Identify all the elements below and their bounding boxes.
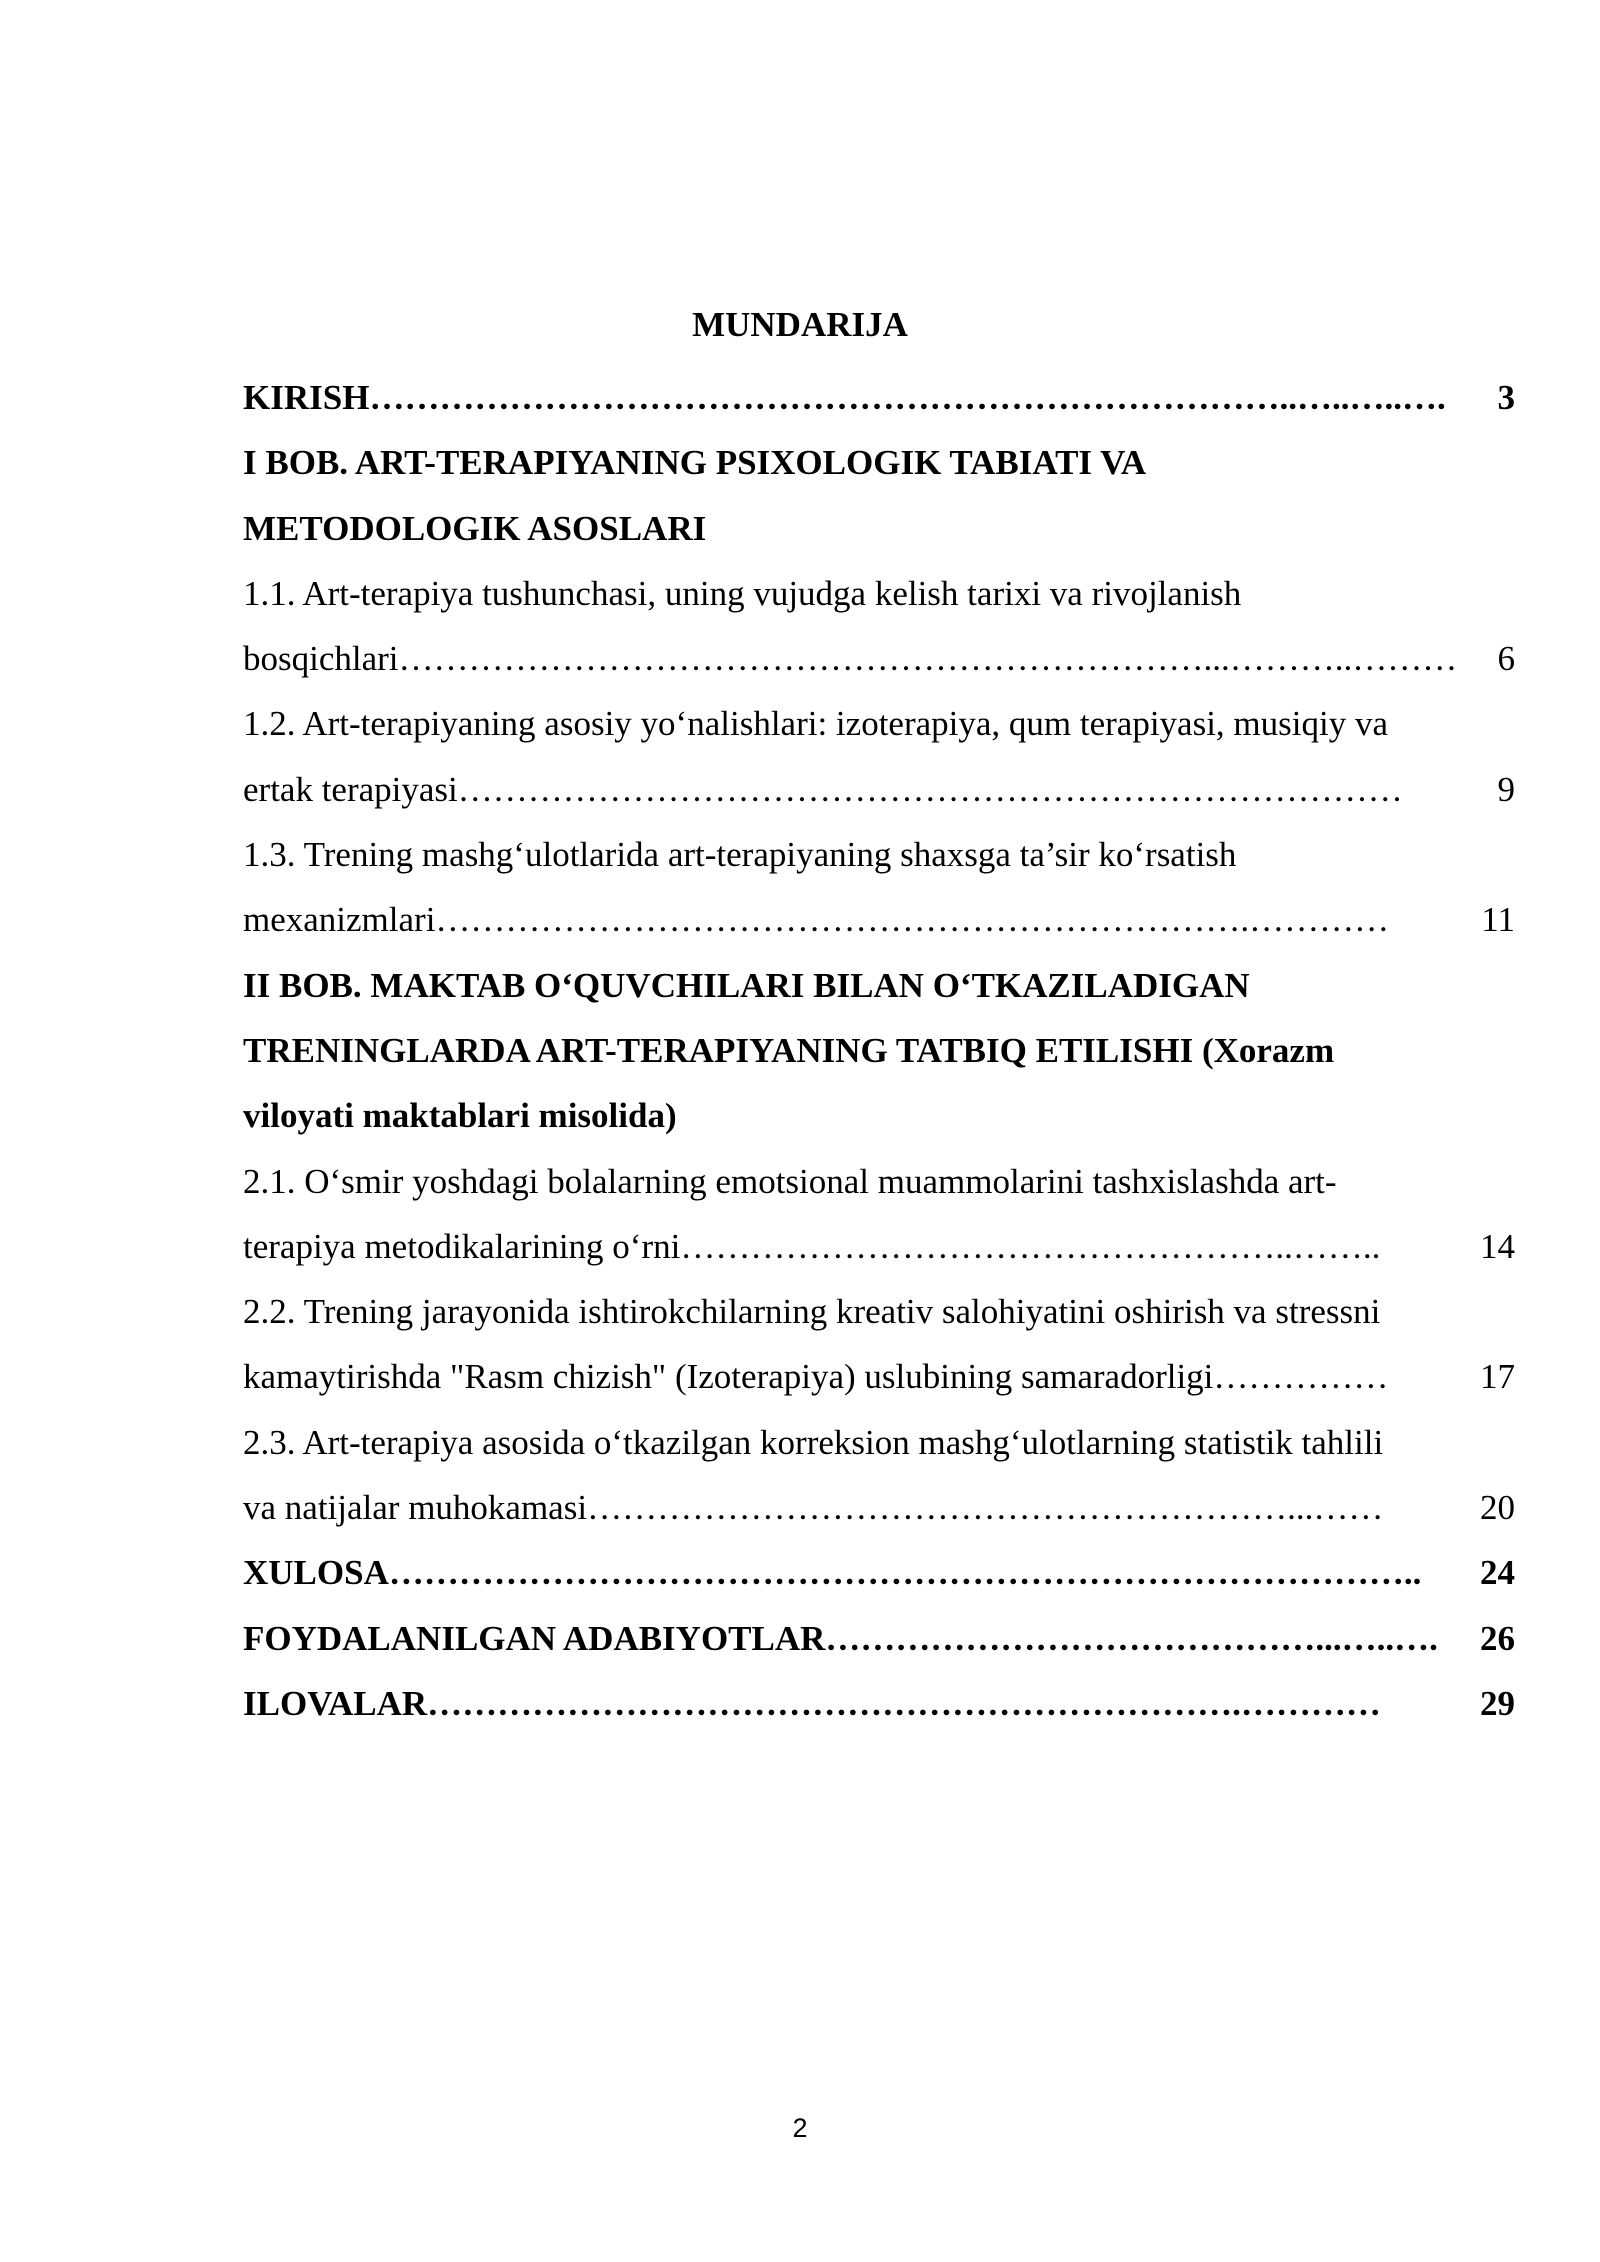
toc-page-number: 9	[1497, 769, 1515, 809]
toc-dot-leader: ……………………………………...…..….	[825, 1618, 1438, 1658]
page-title: MUNDARIJA	[692, 305, 908, 344]
toc-page-number: 14	[1480, 1226, 1515, 1266]
toc-entry-row	[243, 887, 1515, 952]
page-number: 2	[792, 2113, 808, 2143]
toc-entry-row	[243, 1475, 1515, 1540]
toc-page-number: 3	[1497, 378, 1515, 417]
toc-entry-title: KIRISH	[243, 378, 370, 417]
toc-entry-title: kamaytirishda "Rasm chizish" (Izoterapiya) uslubining samaradorligi	[243, 1357, 1214, 1397]
toc-entry[interactable]	[243, 691, 1515, 822]
toc-dot-leader: …………………………………………………………….…………	[427, 1683, 1381, 1723]
toc-dot-leader: ……………………………………………………………...………..………	[398, 639, 1458, 679]
toc-dot-leader: ………………………………………………………………………	[457, 769, 1403, 809]
toc-entry-title: FOYDALANILGAN ADABIYOTLAR	[243, 1618, 826, 1658]
toc-entry-line: TRENINGLARDA ART-TERAPIYANING TATBIQ ETILISHI (Xorazm	[243, 1030, 1335, 1070]
toc-entry[interactable]	[243, 1540, 1515, 1605]
toc-entry-line: II BOB. MAKTAB O‘QUVCHILARI BILAN O‘TKAZILADIGAN	[243, 965, 1250, 1005]
toc-entry-row	[243, 365, 1515, 430]
toc-entry[interactable]	[243, 953, 1515, 1149]
toc-entry-line: 2.3. Art-terapiya asosida o‘tkazilgan korreksion mashg‘ulotlarning statistik tahlili	[243, 1422, 1384, 1462]
toc-entry-line: I BOB. ART-TERAPIYANING PSIXOLOGIK TABIATI VA	[243, 443, 1147, 483]
toc-page-number: 24	[1480, 1553, 1515, 1593]
toc-entry-line: 1.3. Trening mashg‘ulotlarida art-terapiyaning shaxsga ta’sir ko‘rsatish	[243, 835, 1237, 875]
toc-entry[interactable]	[243, 822, 1515, 953]
toc-entry-row	[243, 1671, 1515, 1736]
toc-entry-line: viloyati maktablari misolida)	[243, 1096, 677, 1136]
toc-entry-line: 2.1. O‘smir yoshdagi bolalarning emotsional muammolarini tashxislashda art-	[243, 1161, 1337, 1201]
toc-entry-row	[243, 626, 1515, 691]
toc-entry-title: va natijalar muhokamasi	[243, 1488, 588, 1528]
toc-entry[interactable]	[243, 430, 1515, 561]
toc-entry[interactable]	[243, 1671, 1515, 1736]
toc-page-number: 6	[1497, 639, 1515, 679]
toc-entry[interactable]	[243, 1149, 1515, 1280]
table-of-contents	[243, 365, 1515, 1736]
toc-entry-line: 1.1. Art-terapiya tushunchasi, uning vujudga kelish tarixi va rivojlanish	[243, 573, 1242, 613]
toc-dot-leader: …………………………………………………………….…………	[435, 900, 1390, 940]
toc-dot-leader: ……………………………………………………...……	[587, 1488, 1384, 1528]
toc-entry-title: ertak terapiyasi	[243, 769, 458, 809]
toc-dot-leader: ……………………………………………..……..	[680, 1226, 1381, 1266]
toc-entry[interactable]	[243, 561, 1515, 692]
toc-entry[interactable]	[243, 1606, 1515, 1671]
toc-entry-line: 2.2. Trening jarayonida ishtirokchilarning kreativ salohiyatini oshirish va stressni	[243, 1292, 1381, 1332]
toc-entry-line: 1.2. Art-terapiyaning asosiy yo‘nalishlari: izoterapiya, qum terapiyasi, musiqiy va	[243, 704, 1389, 744]
toc-entry-row	[243, 1344, 1515, 1409]
toc-entry-title: XULOSA	[243, 1553, 389, 1593]
toc-entry-title: bosqichlari	[243, 639, 399, 679]
toc-page-number: 20	[1480, 1488, 1515, 1528]
toc-entry[interactable]	[243, 1279, 1515, 1410]
toc-entry-row	[243, 1606, 1515, 1671]
toc-entry-line: METODOLOGIK ASOSLARI	[243, 508, 707, 548]
toc-dot-leader: ……………………………………………………………………………..	[388, 1553, 1422, 1593]
toc-entry[interactable]	[243, 1410, 1515, 1541]
toc-entry-row	[243, 1214, 1515, 1279]
toc-page-number: 29	[1480, 1683, 1515, 1723]
toc-entry-row	[243, 1540, 1515, 1605]
toc-dot-leader: ……………………………………………………………………..…..…..….	[369, 378, 1446, 417]
toc-entry-title: ILOVALAR	[243, 1683, 428, 1723]
toc-dot-leader: ……………	[1213, 1357, 1389, 1397]
toc-entry-row	[243, 757, 1515, 822]
toc-entry-title: mexanizmlari	[243, 900, 436, 940]
toc-page-number: 26	[1480, 1618, 1515, 1658]
toc-page-number: 11	[1481, 900, 1515, 940]
toc-entry-title: terapiya metodikalarining o‘rni	[243, 1226, 681, 1266]
toc-page-number: 17	[1480, 1357, 1515, 1397]
toc-entry[interactable]	[243, 365, 1515, 430]
